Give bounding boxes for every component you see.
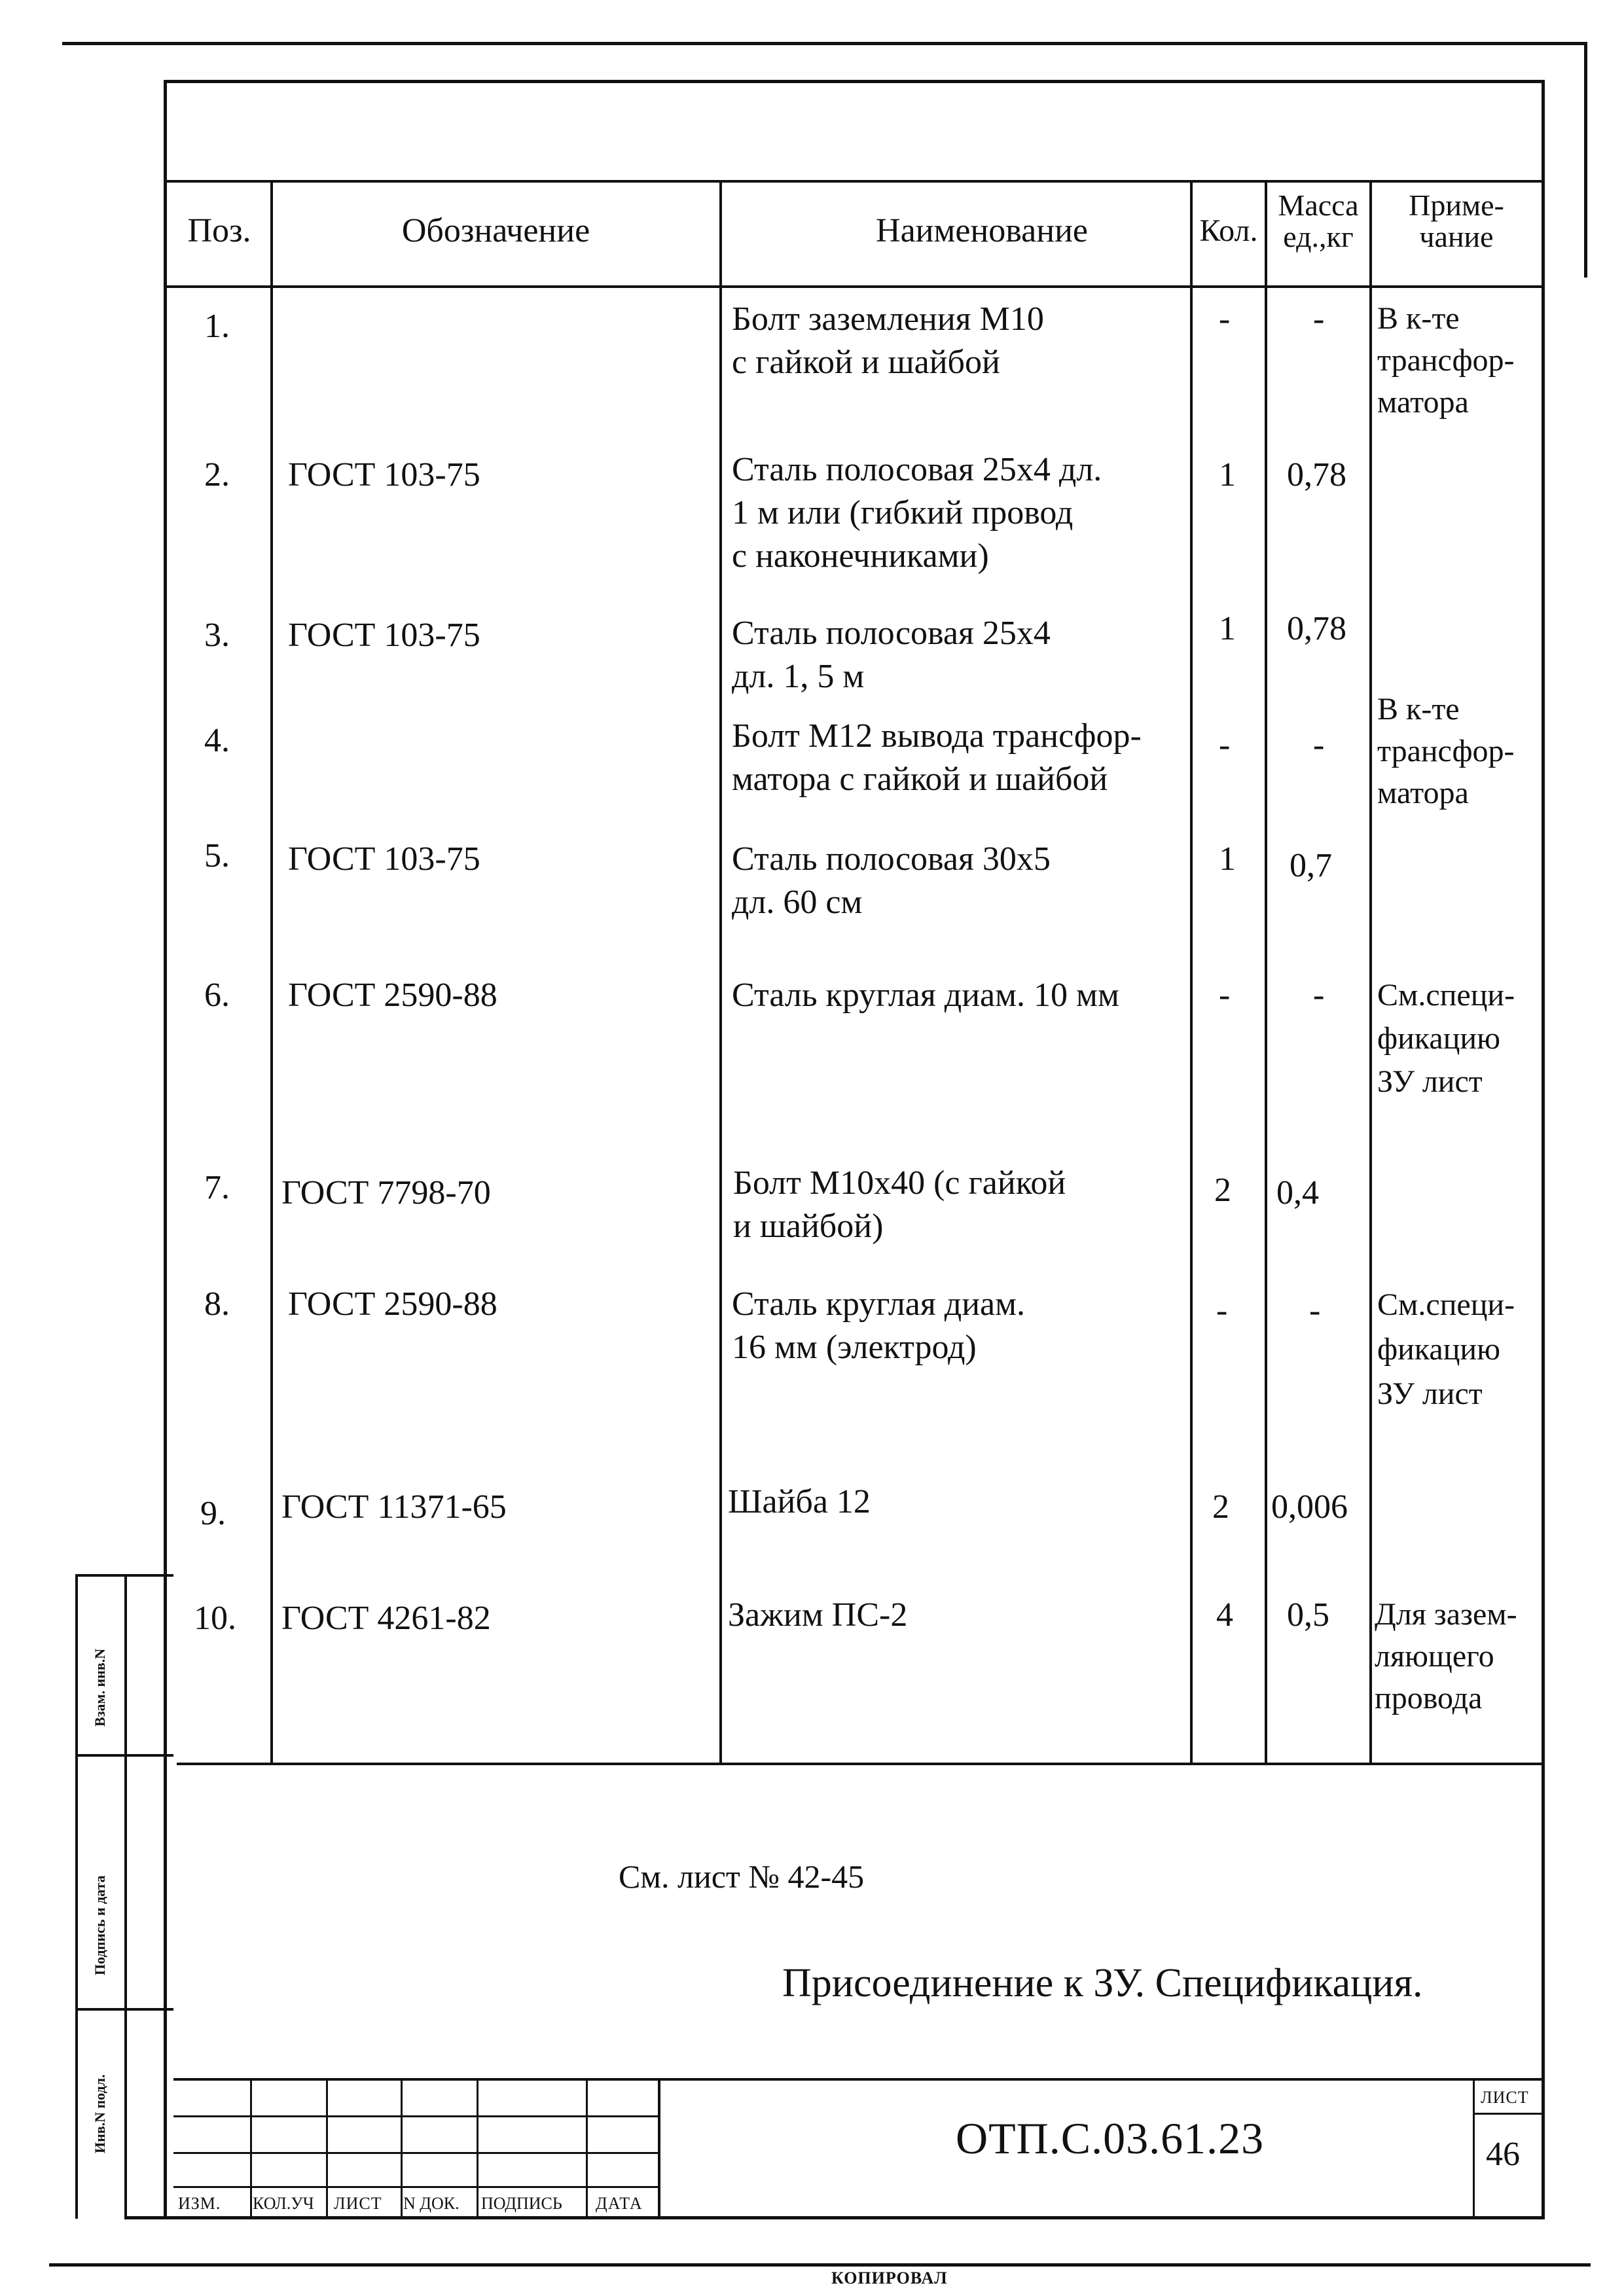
row-qty: - <box>1219 726 1231 764</box>
page-right-rule <box>1584 42 1587 278</box>
rev-col-rule-6 <box>658 2079 660 2217</box>
stamp-swap-label: Взам. инв.N <box>92 1648 108 1727</box>
table-header-rule <box>167 285 1542 288</box>
rev-row-rule-2 <box>173 2152 658 2154</box>
rev-col-rule-3 <box>401 2079 403 2217</box>
header-mass: Масса ед.,кг <box>1278 188 1359 253</box>
col-rule-1 <box>270 181 273 1764</box>
row-note: В к-те трансфор- матора <box>1377 301 1515 420</box>
header-name: Наименование <box>876 212 1088 249</box>
row-mass: 0,006 <box>1271 1488 1348 1526</box>
row-pos: 4. <box>204 722 230 759</box>
row-name: Шайба 12 <box>728 1483 871 1520</box>
row-qty: - <box>1219 300 1231 338</box>
row-designation: ГОСТ 11371-65 <box>281 1488 507 1526</box>
header-qty: Кол. <box>1199 213 1258 248</box>
row-name: Сталь полосовая 30х5 дл. 60 см <box>732 840 1051 921</box>
row-pos: 7. <box>204 1169 230 1206</box>
sheet-label: ЛИСТ <box>1481 2088 1529 2107</box>
sheet-cell-left <box>1473 2079 1475 2217</box>
row-mass: 0,78 <box>1287 610 1346 647</box>
row-note: Для зазем- ляющего провода <box>1375 1597 1517 1715</box>
sheet-cell-mid <box>1474 2113 1542 2115</box>
col-rule-2 <box>719 181 722 1764</box>
rev-col-rule-1 <box>250 2079 252 2217</box>
row-name: Зажим ПС-2 <box>728 1596 908 1634</box>
row-note: См.специ- фикацию ЗУ лист <box>1377 978 1515 1099</box>
row-mass: - <box>1313 300 1325 338</box>
row-name: Сталь полосовая 25х4 дл. 1, 5 м <box>732 615 1051 695</box>
row-mass: 0,7 <box>1290 847 1332 884</box>
row-qty: 1 <box>1219 840 1236 878</box>
page-top-rule <box>62 42 1587 45</box>
sheet-reference: См. лист № 42-45 <box>619 1858 865 1895</box>
table-bottom-rule <box>177 1763 1542 1765</box>
row-mass: 0,4 <box>1276 1174 1319 1211</box>
col-rule-5 <box>1369 181 1372 1764</box>
header-pos: Поз. <box>187 212 251 249</box>
row-mass: - <box>1313 977 1325 1014</box>
row-pos: 2. <box>204 456 230 493</box>
rev-row-rule-1 <box>173 2115 658 2117</box>
header-note: Приме- чание <box>1409 188 1504 253</box>
row-qty: 1 <box>1219 456 1236 493</box>
stamp-rule-2 <box>75 2008 173 2011</box>
row-pos: 8. <box>204 1285 230 1323</box>
row-mass: - <box>1309 1292 1321 1329</box>
row-name: Болт М10х40 (с гайкой и шайбой) <box>733 1164 1066 1245</box>
stamp-signature-date-label: Подпись и дата <box>92 1875 108 1975</box>
row-designation: ГОСТ 103-75 <box>288 840 480 878</box>
rev-col-rule-2 <box>326 2079 328 2217</box>
stamp-rule-1 <box>75 1754 173 1757</box>
row-name: Сталь полосовая 25х4 дл. 1 м или (гибкий провод с наконечниками) <box>732 451 1102 575</box>
frame-right <box>1542 80 1545 2219</box>
row-pos: 3. <box>204 617 230 654</box>
row-designation: ГОСТ 103-75 <box>288 617 480 654</box>
row-designation: ГОСТ 4261-82 <box>281 1600 491 1637</box>
col-rule-4 <box>1265 181 1267 1764</box>
footer-kopiroval: КОПИРОВАЛ <box>831 2269 948 2287</box>
row-pos: 9. <box>200 1495 226 1532</box>
table-top-rule <box>167 180 1542 183</box>
drawing-title: Присоединение к ЗУ. Спецификация. <box>782 1961 1423 2005</box>
stamp-outer-left <box>75 1574 78 2219</box>
rev-col-rule-4 <box>477 2079 478 2217</box>
title-block-top <box>173 2078 1542 2081</box>
row-designation: ГОСТ 7798-70 <box>281 1174 491 1211</box>
rev-row-rule-3 <box>173 2186 658 2188</box>
row-note: См.специ- фикацию ЗУ лист <box>1377 1287 1515 1411</box>
row-pos: 5. <box>204 837 230 874</box>
stamp-inv-label: Инв.N подл. <box>92 2074 108 2153</box>
frame-top <box>164 80 1545 83</box>
row-qty: 4 <box>1216 1596 1233 1634</box>
sheet-number: 46 <box>1486 2136 1520 2173</box>
row-qty: 1 <box>1219 610 1236 647</box>
frame-left <box>164 80 167 2219</box>
row-qty: 2 <box>1214 1172 1231 1209</box>
row-pos: 1. <box>204 308 230 345</box>
page-bottom-rule <box>49 2263 1591 2267</box>
row-note: В к-те трансфор- матора <box>1377 692 1515 810</box>
row-name: Сталь круглая диам. 16 мм (электрод) <box>732 1285 1026 1366</box>
col-list: ЛИСТ <box>334 2194 382 2213</box>
col-kol-uch: КОЛ.УЧ <box>253 2194 314 2213</box>
row-designation: ГОСТ 103-75 <box>288 456 480 493</box>
header-designation: Обозначение <box>401 212 590 249</box>
row-mass: - <box>1313 726 1325 764</box>
row-mass: 0,5 <box>1287 1596 1329 1634</box>
row-name: Болт заземления М10 с гайкой и шайбой <box>732 300 1044 381</box>
row-pos: 10. <box>194 1600 236 1637</box>
row-qty: - <box>1216 1292 1228 1329</box>
col-izm: ИЗМ. <box>178 2194 221 2213</box>
col-podpis: ПОДПИСЬ <box>481 2194 562 2213</box>
row-designation: ГОСТ 2590-88 <box>288 1285 497 1323</box>
row-mass: 0,78 <box>1287 456 1346 493</box>
row-pos: 6. <box>204 977 230 1014</box>
row-qty: 2 <box>1212 1488 1229 1526</box>
frame-bottom <box>124 2216 1545 2219</box>
stamp-top <box>75 1574 173 1577</box>
document-code: ОТП.С.03.61.23 <box>956 2113 1265 2163</box>
col-data: ДАТА <box>596 2194 643 2213</box>
rev-col-rule-5 <box>586 2079 588 2217</box>
row-name: Сталь круглая диам. 10 мм <box>732 977 1119 1014</box>
row-designation: ГОСТ 2590-88 <box>288 977 497 1014</box>
stamp-inner-left <box>124 1574 127 2219</box>
col-rule-3 <box>1190 181 1193 1764</box>
row-name: Болт М12 вывода трансфор- матора с гайкой и шайбой <box>732 717 1142 798</box>
col-n-dok: N ДОК. <box>403 2194 460 2213</box>
row-qty: - <box>1219 977 1231 1014</box>
